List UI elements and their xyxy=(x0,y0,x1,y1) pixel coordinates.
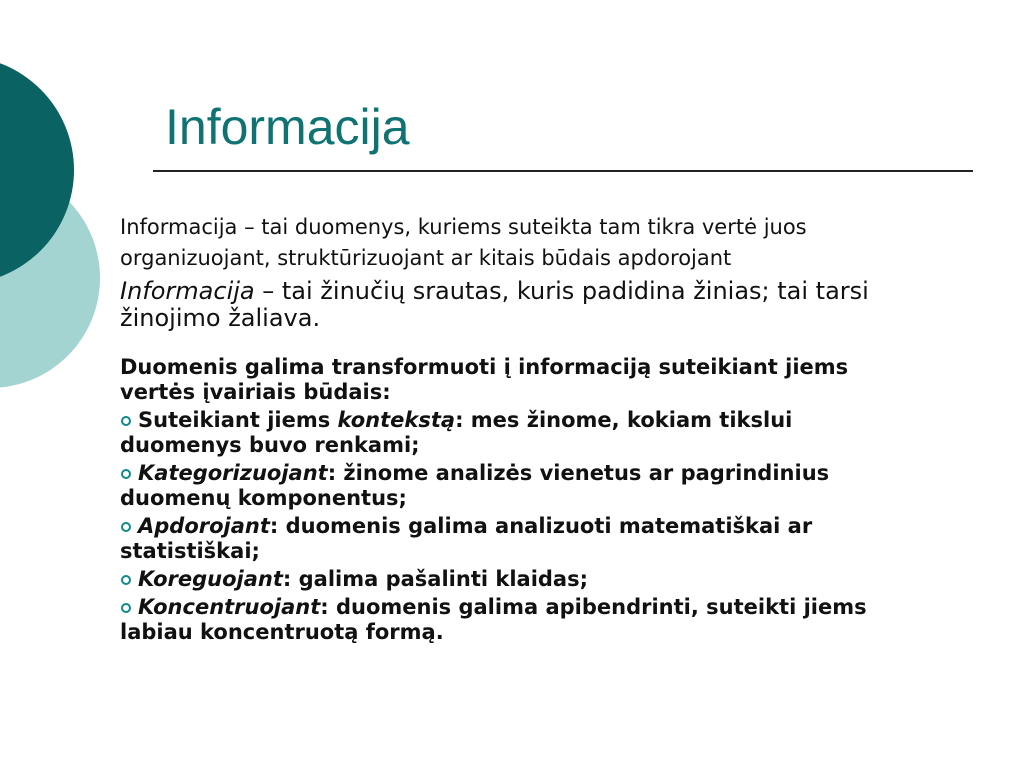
list-item xyxy=(120,514,910,564)
item-text: : žinome analizės vienetus ar pagrindinius duomenų komponentus; xyxy=(120,461,830,510)
title-divider xyxy=(153,170,973,172)
hollow-circle-icon xyxy=(121,603,131,613)
hollow-circle-icon xyxy=(121,575,131,585)
intro-paragraph: Informacija – tai duomenys, kuriems suteikta tam tikra vertė juos organizuojant, struktūrizuojant ar kitais būdais apdorojant xyxy=(120,215,807,270)
hollow-circle-icon xyxy=(121,469,131,479)
item-keyword: kontekstą xyxy=(337,408,456,432)
item-keyword: Koncentruojant xyxy=(138,595,321,619)
item-keyword: Apdorojant xyxy=(138,514,270,538)
definition-paragraph xyxy=(120,278,920,332)
hollow-circle-icon xyxy=(121,416,131,426)
item-prefix: Suteikiant jiems xyxy=(138,408,338,432)
hollow-circle-icon xyxy=(121,522,131,532)
item-text: : mes žinome, kokiam tikslui duomenys buvo renkami; xyxy=(120,408,793,457)
lead-paragraph: Duomenis galima transformuoti į informaciją suteikiant jiems vertės įvairiais būdais: xyxy=(120,355,849,404)
list-item xyxy=(120,567,910,592)
item-keyword: Koreguojant xyxy=(138,567,283,591)
item-text: : duomenis galima apibendrinti, suteikti jiems labiau koncentruotą formą. xyxy=(120,595,867,644)
item-text: : duomenis galima analizuoti matematiškai ar statistiškai; xyxy=(120,514,813,563)
slide-title: Informacija xyxy=(165,99,410,155)
list-item xyxy=(120,595,910,645)
item-text: : galima pašalinti klaidas; xyxy=(282,567,588,591)
list-item xyxy=(120,461,910,511)
bullet-list xyxy=(120,408,950,645)
definition-term: Informacija xyxy=(120,277,255,305)
definition-text: – tai žinučių srautas, kuris padidina žinias; tai tarsi žinojimo žaliava. xyxy=(120,277,869,332)
list-item xyxy=(120,408,910,458)
slide-body xyxy=(120,212,950,645)
item-keyword: Kategorizuojant xyxy=(138,461,328,485)
